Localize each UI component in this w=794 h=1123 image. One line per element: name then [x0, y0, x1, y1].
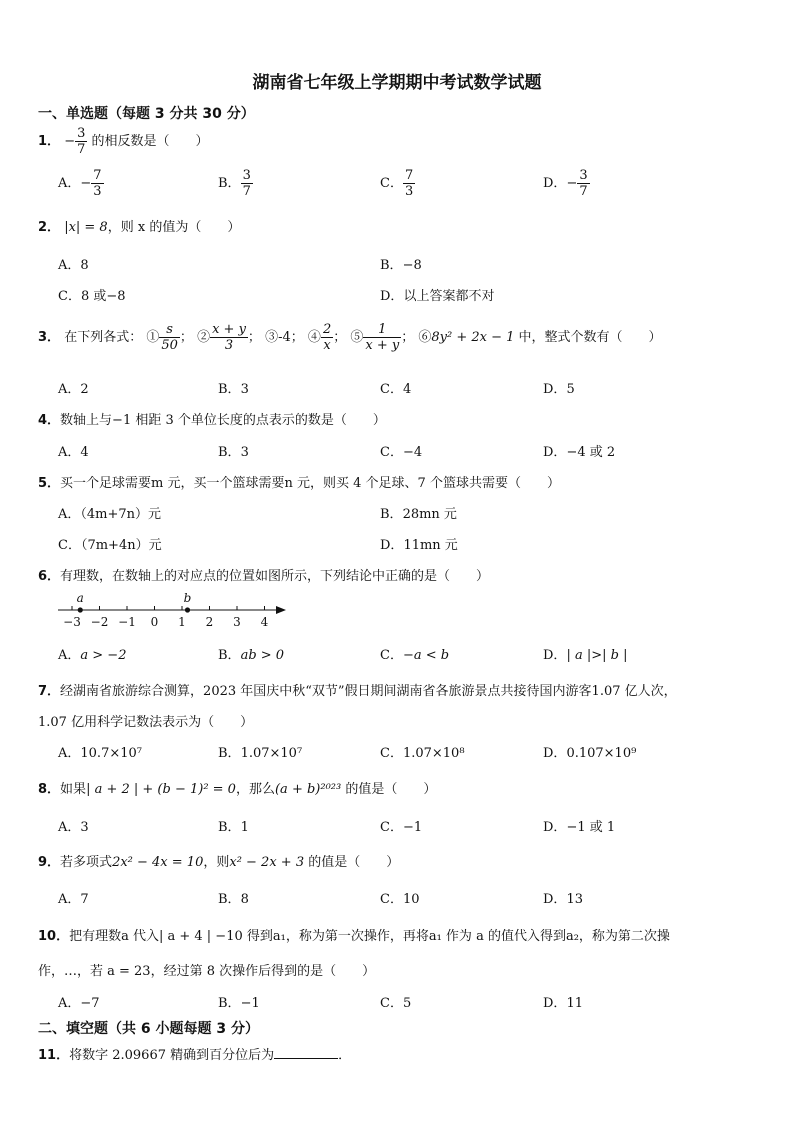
option-b[interactable]: B．1 — [218, 820, 249, 835]
option-d[interactable]: D．11mn 元 — [380, 538, 458, 553]
option-a[interactable]: A．3 — [58, 820, 89, 835]
option-b[interactable]: B．3 — [218, 445, 249, 460]
option-d[interactable]: D．5 — [543, 382, 575, 397]
option-b[interactable]: B．3 — [218, 382, 249, 397]
option-d[interactable]: D．− $\frac{3}{7}$ — [543, 168, 588, 199]
item-6: ⑥8y² + 2x − 1 — [418, 330, 515, 345]
tick-label: 1 — [178, 615, 186, 629]
option-c[interactable]: C．−1 — [380, 820, 423, 835]
question-text: 数轴上与−1 相距 3 个单位长度的点表示的数是（ ） — [60, 413, 386, 428]
question-6 — [38, 565, 489, 584]
option-d[interactable]: D．以上答案都不对 — [380, 289, 495, 304]
question-text: 买一个足球需要m 元，买一个篮球需要n 元，则买 4 个足球、7 个篮球共需要（ ） — [60, 476, 560, 491]
option-a[interactable]: A．10.7×10⁷ — [58, 746, 142, 761]
question-text: 将数字 2.09667 精确到百分位后为 — [69, 1048, 275, 1063]
question-number: 10． — [38, 929, 70, 944]
math-expression: | a + 2 | + (b − 1)² = 0 — [86, 782, 236, 797]
question-number: 8． — [38, 782, 61, 797]
option-d[interactable]: D．| a |>| b | — [543, 648, 628, 663]
question-number: 6． — [38, 569, 61, 584]
option-c[interactable]: C．10 — [380, 892, 420, 907]
option-a[interactable]: A．4 — [58, 445, 89, 460]
math-expression-2: x² − 2x + 3 — [229, 855, 305, 870]
option-c[interactable]: C．−4 — [380, 445, 423, 460]
question-8: 8．如果| a + 2 | + (b − 1)² = 0，那么(a + b)²⁰²³ 的值是（ ） — [38, 782, 437, 797]
number-line-figure — [56, 588, 292, 632]
item-2: ② $\frac{x + y}{3}$ — [197, 322, 246, 353]
tick-label: 3 — [233, 615, 241, 629]
question-number: 9． — [38, 855, 61, 870]
tick-label: −2 — [90, 615, 109, 629]
option-b[interactable]: B． $\frac{3}{7}$ — [218, 168, 251, 199]
question-7 — [38, 680, 677, 699]
question-number: 2． — [38, 220, 61, 235]
option-c[interactable]: C．−a < b — [380, 648, 450, 663]
question-text: 在下列各式： — [64, 330, 143, 345]
question-tail: 中，整式个数有（ ） — [514, 330, 662, 345]
option-a[interactable]: A．7 — [58, 892, 89, 907]
question-10 — [38, 925, 670, 944]
section-heading-choice: 一、单选题（每题 3 分共 30 分） — [38, 106, 255, 122]
question-text: 经湖南省旅游综合测算，2023 年国庆中秋“双节”假日期间湖南省各旅游景点共接待国内游客1.07 亿人次， — [60, 684, 677, 699]
item-1: ① $\frac{s}{50}$ — [146, 322, 178, 353]
option-b[interactable]: B．1.07×10⁷ — [218, 746, 303, 761]
question-number: 3． — [38, 330, 61, 345]
question-4 — [38, 409, 386, 428]
question-text: 把有理数a 代入| a + 4 | −10 得到a₁，称为第一次操作，再将a₁ 作为 a 的值代入得到a₂，称为第二次操 — [69, 929, 670, 944]
option-a[interactable]: A．（4m+7n）元 — [58, 507, 162, 522]
question-7-line-2: 1.07 亿用科学记数法表示为（ ） — [38, 715, 254, 730]
option-d[interactable]: D．−4 或 2 — [543, 445, 616, 460]
option-b[interactable]: B．ab > 0 — [218, 648, 285, 663]
tick-label: 0 — [150, 615, 159, 629]
option-c[interactable]: C． $\frac{7}{3}$ — [380, 168, 414, 199]
option-b[interactable]: B．28mn 元 — [380, 507, 457, 522]
question-10-line-2: 作，…，若 a = 23，经过第 8 次操作后得到的是（ ） — [38, 964, 376, 979]
option-c[interactable]: C．4 — [380, 382, 412, 397]
question-2 — [38, 216, 240, 235]
fraction: $\frac{3}{7}$ — [77, 126, 86, 157]
item-3: ③-4 — [265, 330, 291, 345]
tick-label: 4 — [260, 615, 269, 629]
option-b[interactable]: B．−1 — [218, 996, 260, 1011]
question-5 — [38, 472, 560, 491]
question-text: 有理数，在数轴上的对应点的位置如图所示，下列结论中正确的是（ ） — [60, 569, 490, 584]
sign: − — [64, 134, 76, 149]
item-5: ⑤ $\frac{1}{x + y}$ — [350, 322, 400, 353]
option-a[interactable]: A．8 — [58, 258, 89, 273]
tick-label: 2 — [205, 615, 214, 629]
math-expression-2: (a + b)²⁰²³ — [274, 782, 342, 797]
option-a[interactable]: A．a > −2 — [58, 648, 127, 663]
point-b — [185, 607, 190, 612]
question-number: 7． — [38, 684, 61, 699]
option-d[interactable]: D．0.107×10⁹ — [543, 746, 637, 761]
question-number: 4． — [38, 413, 61, 428]
question-9: 9．若多项式2x² − 4x = 10，则x² − 2x + 3 的值是（ ） — [38, 855, 400, 870]
option-d[interactable]: D．11 — [543, 996, 583, 1011]
section-heading-fill: 二、填空题（共 6 小题每题 3 分） — [38, 1021, 259, 1037]
page-title: 湖南省七年级上学期期中考试数学试题 — [252, 73, 542, 93]
option-a[interactable]: A．2 — [58, 382, 89, 397]
question-1 — [38, 126, 209, 157]
question-3: 3． 在下列各式： ① $\frac{s}{50}$ ； ② $\frac{x + y}{3}$ ； ③-4； ④ $\frac{2}{x}$ ； ⑤ $\frac{1}{x + y}$ ； ⑥8y² + 2x − 1 中，整式个数有（ ） — [38, 322, 662, 353]
option-c[interactable]: C．8 或−8 — [58, 289, 126, 304]
item-4: ④ $\frac{2}{x}$ — [307, 322, 332, 353]
option-b[interactable]: B．8 — [218, 892, 249, 907]
option-c[interactable]: C．1.07×10⁸ — [380, 746, 465, 761]
option-d[interactable]: D．13 — [543, 892, 583, 907]
question-number: 1． — [38, 134, 61, 149]
question-number: 11． — [38, 1048, 70, 1063]
math-expression: |x| = 8 — [64, 220, 108, 235]
question-11: 11．将数字 2.09667 精确到百分位后为 ． — [38, 1048, 352, 1063]
question-number: 5． — [38, 476, 61, 491]
point-a — [78, 607, 83, 612]
point-b-label: b — [183, 591, 192, 605]
option-a[interactable]: A．−7 — [58, 996, 100, 1011]
option-d[interactable]: D．−1 或 1 — [543, 820, 616, 835]
option-b[interactable]: B．−8 — [380, 258, 422, 273]
option-c[interactable]: C．5 — [380, 996, 412, 1011]
question-text: ，则 x 的值为（ ） — [107, 220, 241, 235]
option-c[interactable]: C．（7m+4n）元 — [58, 538, 162, 553]
answer-blank[interactable] — [274, 1046, 338, 1059]
math-expression: 2x² − 4x = 10 — [112, 855, 204, 870]
tick-label: −1 — [118, 615, 136, 629]
question-text: 的相反数是（ ） — [91, 134, 209, 149]
tick-label: −3 — [63, 615, 81, 629]
axis-arrow — [276, 606, 286, 614]
point-a-label: a — [76, 591, 84, 605]
option-a[interactable]: A．− $\frac{7}{3}$ — [58, 168, 102, 199]
